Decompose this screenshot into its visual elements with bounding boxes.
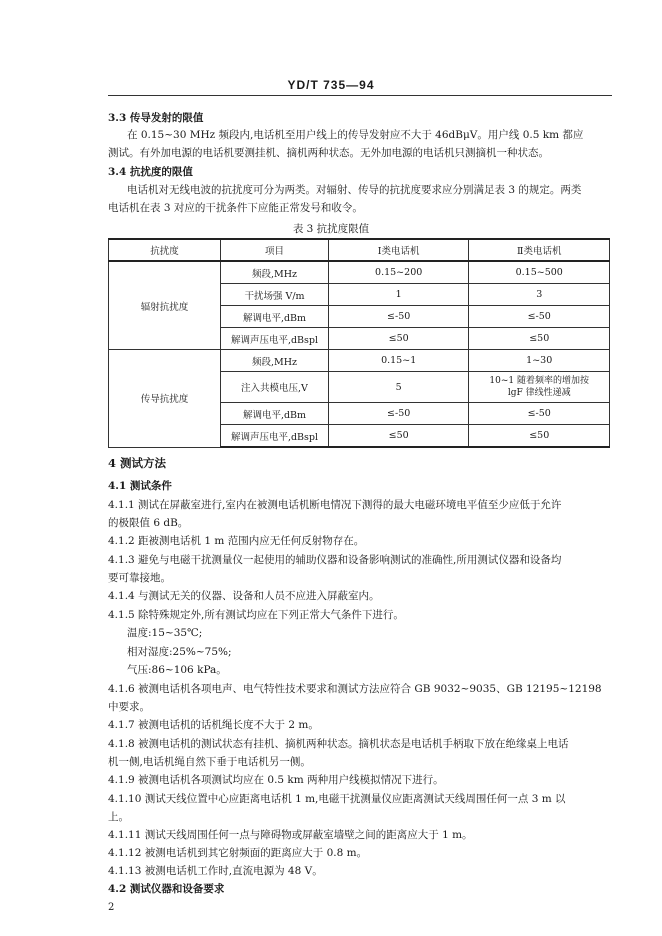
clause-4-1-8-line-1: 4.1.8 被测电话机的测试状态有挂机、摘机两种状态。摘机状态是电话机手柄取下放在绝缘桌上电话 <box>108 738 569 750</box>
section-3-3-line-1: 在 0.15~30 MHz 频段内,电话机至用户线上的传导发射应不大于 46dBμV。用户线 0.5 km 都应 <box>127 129 584 141</box>
table-cell: ≤-50 <box>328 306 469 328</box>
table-cell: 干扰场强 V/m <box>221 284 329 306</box>
clause-4-1-11: 4.1.11 测试天线周围任何一点与障碍物或屏蔽室墙壁之间的距离应大于 1 m。 <box>108 829 473 841</box>
header-rule <box>108 95 612 96</box>
section-3-3-title: 3.3 传导发射的限值 <box>108 112 204 124</box>
table-cell: 解调声压电平,dBspl <box>221 425 329 448</box>
table-cell: 解调声压电平,dBspl <box>221 328 329 350</box>
group-conducted-immunity: 传导抗扰度 <box>109 350 221 448</box>
clause-4-1-5: 4.1.5 除特殊规定外,所有测试均应在下列正常大气条件下进行。 <box>108 609 404 621</box>
clause-4-1-6-line-2: 中要求。 <box>108 701 150 713</box>
condition-humidity: 相对湿度:25%~75%; <box>127 646 232 658</box>
table-cell: 3 <box>469 284 610 306</box>
page-header: YD/T 735—94 <box>287 78 375 92</box>
clause-4-1-1-line-2: 的极限值 6 dB。 <box>108 517 189 529</box>
clause-4-1-1-line-1: 4.1.1 测试在屏蔽室进行,室内在被测电话机断电情况下测得的最大电磁环境电平值至少应低于允许 <box>108 499 562 511</box>
section-4-2-title: 4.2 测试仪器和设备要求 <box>108 883 225 895</box>
clause-4-1-10-line-2: 上。 <box>108 811 129 823</box>
section-4-1-title: 4.1 测试条件 <box>108 480 172 492</box>
header-class-1: Ⅰ类电话机 <box>328 239 469 261</box>
clause-4-1-3-line-2: 要可靠接地。 <box>108 572 171 584</box>
table-cell: ≤50 <box>328 425 469 448</box>
clause-4-1-2: 4.1.2 距被测电话机 1 m 范围内应无任何反射物存在。 <box>108 535 365 547</box>
cell-line: lgF 律线性递减 <box>507 388 571 398</box>
header-item: 项目 <box>221 239 329 261</box>
table-cell: ≤50 <box>469 425 610 448</box>
table-row <box>109 261 610 284</box>
section-3-4-line-2: 电话机在表 3 对应的干扰条件下应能正常发号和收令。 <box>108 202 363 214</box>
table-row <box>109 350 610 372</box>
table-header-row <box>109 239 610 261</box>
clause-4-1-6-line-1: 4.1.6 被测电话机各项电声、电气特性技术要求和测试方法应符合 GB 9032~9035、GB 12195~12198 <box>108 683 602 695</box>
condition-pressure: 气压:86~106 kPa。 <box>127 664 227 676</box>
condition-temperature: 温度:15~35℃; <box>127 627 203 639</box>
table-cell: 频段,MHz <box>221 261 329 284</box>
section-3-3-line-2: 测试。有外加电源的电话机要测挂机、摘机两种状态。无外加电源的电话机只测摘机一种状态。 <box>108 147 549 159</box>
table-cell: 解调电平,dBm <box>221 403 329 425</box>
table-cell: ≤50 <box>469 328 610 350</box>
table-cell: 1~30 <box>469 350 610 372</box>
table-cell: 0.15~500 <box>469 261 610 284</box>
table-cell-multiline <box>469 372 610 403</box>
table-cell: 解调电平,dBm <box>221 306 329 328</box>
clause-4-1-7: 4.1.7 被测电话机的话机绳长度不大于 2 m。 <box>108 719 319 731</box>
immunity-limits-table <box>108 238 610 448</box>
section-3-4-title: 3.4 抗扰度的限值 <box>108 166 193 178</box>
group-radiated-immunity: 辐射抗扰度 <box>109 261 221 350</box>
table-cell: ≤-50 <box>328 403 469 425</box>
section-3-4-line-1: 电话机对无线电波的抗扰度可分为两类。对辐射、传导的抗扰度要求应分别满足表 3 的规定。两类 <box>127 184 582 196</box>
table-cell: ≤-50 <box>469 403 610 425</box>
clause-4-1-12: 4.1.12 被测电话机到其它射频面的距离应大于 0.8 m。 <box>108 847 368 859</box>
header-immunity: 抗扰度 <box>109 239 221 261</box>
table-cell: 0.15~200 <box>328 261 469 284</box>
clause-4-1-13: 4.1.13 被测电话机工作时,直流电源为 48 V。 <box>108 865 323 877</box>
table-cell: 5 <box>328 372 469 403</box>
table-cell: ≤50 <box>328 328 469 350</box>
table-cell: 1 <box>328 284 469 306</box>
header-class-2: Ⅱ类电话机 <box>469 239 610 261</box>
clause-4-1-8-line-2: 机一侧,电话机绳自然下垂于电话机另一侧。 <box>108 756 311 768</box>
page-number: 2 <box>108 902 115 913</box>
table-cell: ≤-50 <box>469 306 610 328</box>
section-4-title: 4 测试方法 <box>108 456 167 470</box>
table-cell: 0.15~1 <box>328 350 469 372</box>
table-cell: 注入共模电压,V <box>221 372 329 403</box>
table-caption: 表 3 抗扰度限值 <box>292 223 370 235</box>
table-cell: 频段,MHz <box>221 350 329 372</box>
clause-4-1-9: 4.1.9 被测电话机各项测试均应在 0.5 km 两种用户线模拟情况下进行。 <box>108 774 444 786</box>
clause-4-1-3-line-1: 4.1.3 避免与电磁干扰测量仪一起使用的辅助仪器和设备影响测试的准确性,所用测试仪器和设备均 <box>108 554 562 566</box>
cell-line: 10~1 随着频率的增加按 <box>489 376 590 386</box>
clause-4-1-10-line-1: 4.1.10 测试天线位置中心应距离电话机 1 m,电磁干扰测量仪应距离测试天线周围任何一点 3 m 以 <box>108 793 566 805</box>
clause-4-1-4: 4.1.4 与测试无关的仪器、设备和人员不应进入屏蔽室内。 <box>108 590 380 602</box>
